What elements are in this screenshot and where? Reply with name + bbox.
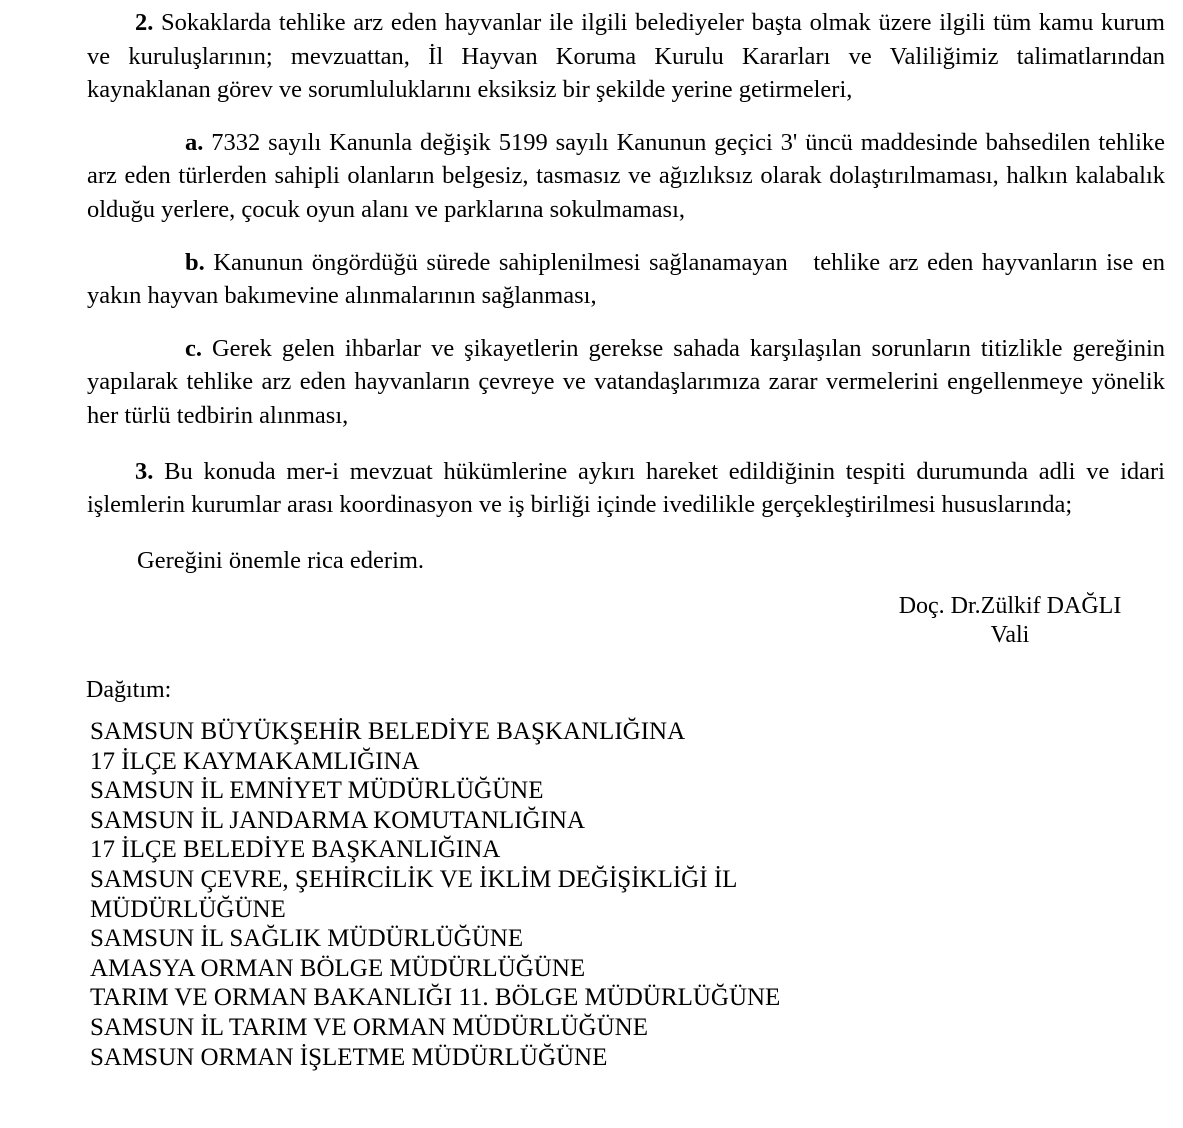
spacer xyxy=(87,522,1165,544)
paragraph-text-2c: Gerek gelen ihbarlar ve şikayetlerin gerekse sahada karşılaşılan sorunların titizlikle gereğinin yapılarak tehlike arz eden hayvanların çevreye ve vatandaşlarımıza zarar vermelerini engellenmeye yönelik her türlü tedbirin alınması, xyxy=(87,334,1172,429)
list-item: 17 İLÇE KAYMAKAMLIĞINA xyxy=(90,747,420,775)
paragraph-marker-2: 2. xyxy=(135,9,154,36)
signature-block xyxy=(860,592,1160,650)
list-item: SAMSUN İL JANDARMA KOMUTANLIĞINA xyxy=(90,806,585,834)
list-item: AMASYA ORMAN BÖLGE MÜDÜRLÜĞÜNE xyxy=(90,954,586,982)
paragraph-marker-2c: c. xyxy=(185,334,202,362)
paragraph-marker-2b: b. xyxy=(185,248,205,276)
list-item: 17 İLÇE BELEDİYE BAŞKANLIĞINA xyxy=(90,836,501,864)
list-item: SAMSUN ORMAN İŞLETME MÜDÜRLÜĞÜNE xyxy=(90,1043,608,1071)
closing-line: Gereğini önemle rica ederim. xyxy=(137,546,425,574)
distribution-list xyxy=(86,717,986,1072)
list-item: SAMSUN İL SAĞLIK MÜDÜRLÜĞÜNE xyxy=(90,925,524,953)
spacer xyxy=(87,433,1165,455)
list-item: TARIM VE ORMAN BAKANLIĞI 11. BÖLGE MÜDÜRLÜĞÜNE xyxy=(90,984,781,1012)
paragraph-item-2 xyxy=(87,6,1172,107)
distribution-heading: Dağıtım: xyxy=(86,677,172,703)
list-item: SAMSUN ÇEVRE, ŞEHİRCİLİK VE İKLİM DEĞİŞİKLİĞİ İL xyxy=(90,865,738,893)
list-item: SAMSUN İL TARIM VE ORMAN MÜDÜRLÜĞÜNE xyxy=(90,1013,648,1041)
paragraph-text-2a: 7332 sayılı Kanunla değişik 5199 sayılı Kanunun geçici 3' üncü maddesinde bahsedilen tehlike arz eden türlerden sahipli olanların belgesiz, tasmasız ve ağızlıksız olarak dolaştırılmaması, halkın kalabalık olduğu yerlere, çocuk oyun alanı ve parklarına sokulmaması, xyxy=(87,128,1172,223)
spacer xyxy=(87,107,1165,126)
spacer xyxy=(87,227,1165,246)
document-body xyxy=(87,6,1172,577)
paragraph-text-2: Sokaklarda tehlike arz eden hayvanlar ile ilgili belediyeler başta olmak üzere ilgili tüm kamu kurum ve kuruluşlarının; mevzuattan, İl Hayvan Koruma Kurulu Kararları ve Valiliğimiz talimatlarından kaynaklanan görev ve sorumluluklarını eksiksiz bir şekilde yerine getirmeleri, xyxy=(87,9,1172,104)
paragraph-item-2c xyxy=(87,332,1172,433)
signatory-title: Vali xyxy=(990,622,1030,648)
list-item: SAMSUN İL EMNİYET MÜDÜRLÜĞÜNE xyxy=(90,777,544,805)
list-item: MÜDÜRLÜĞÜNE xyxy=(90,895,286,923)
paragraph-item-2a xyxy=(87,126,1172,227)
paragraph-item-2b xyxy=(87,246,1172,313)
list-item: SAMSUN BÜYÜKŞEHİR BELEDİYE BAŞKANLIĞINA xyxy=(90,718,686,745)
paragraph-marker-2a: a. xyxy=(185,128,204,156)
paragraph-item-3 xyxy=(87,455,1172,522)
paragraph-text-2b: Kanunun öngördüğü sürede sahiplenilmesi sağlanamayan tehlike arz eden hayvanların ise en yakın hayvan bakımevine alınmalarının sağlanması, xyxy=(87,248,1172,310)
spacer xyxy=(87,313,1165,332)
paragraph-text-3: Bu konuda mer-i mevzuat hükümlerine aykırı hareket edildiğinin tespiti durumunda adli ve idari işlemlerin kurumlar arası koordinasyon ve iş birliği içinde ivedilikle gerçekleştirilmesi hususlarında; xyxy=(87,457,1172,519)
distribution-block xyxy=(86,675,986,1072)
paragraph-marker-3: 3. xyxy=(135,457,154,485)
signatory-name: Doç. Dr.Zülkif DAĞLI xyxy=(898,593,1122,619)
